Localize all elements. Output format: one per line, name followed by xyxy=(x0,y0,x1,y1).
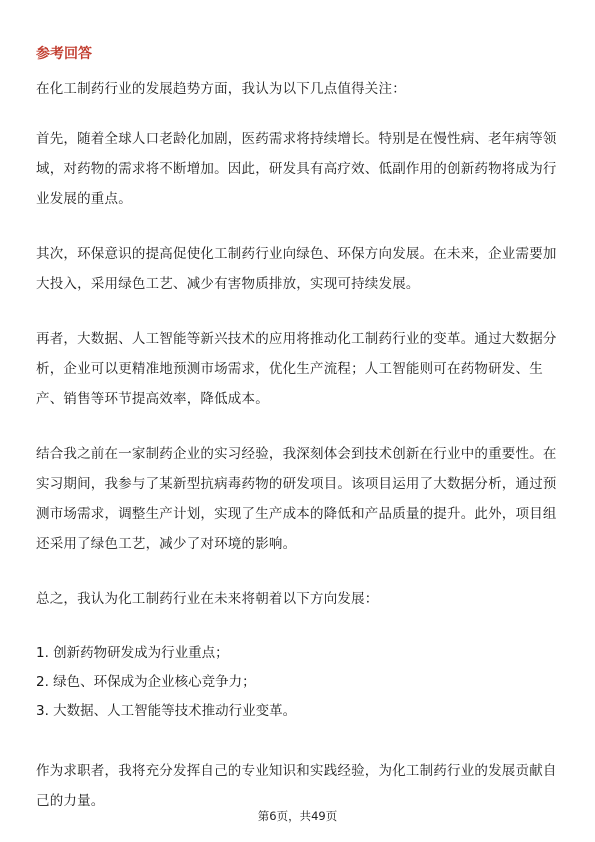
paragraph-experience: 结合我之前在一家制药企业的实习经验，我深刻体会到技术创新在行业中的重要性。在实习期间，我参与了某新型抗病毒药物的研发项目。该项目运用了大数据分析，通过预测市场需求，调整生产计划，实现了生产成本的降低和产品质量的提升。此外，项目组还采用了绿色工艺，减少了对环境的影响。 xyxy=(36,446,557,552)
trend-list xyxy=(36,639,566,726)
paragraph-second: 其次，环保意识的提高促使化工制药行业向绿色、环保方向发展。在未来，企业需要加大投入，采用绿色工艺、减少有害物质排放，实现可持续发展。 xyxy=(36,246,557,292)
list-item: 2. 绿色、环保成为企业核心竞争力； xyxy=(36,674,256,690)
list-item: 3. 大数据、人工智能等技术推动行业变革。 xyxy=(36,703,297,719)
paragraph-summary: 总之，我认为化工制药行业在未来将朝着以下方向发展： xyxy=(36,591,379,607)
list-item: 1. 创新药物研发成为行业重点； xyxy=(36,645,229,661)
document-page xyxy=(36,44,566,841)
closing-paragraph: 作为求职者，我将充分发挥自己的专业知识和实践经验，为化工制药行业的发展贡献自己的力量。 xyxy=(36,763,557,809)
paragraph-third: 再者，大数据、人工智能等新兴技术的应用将推动化工制药行业的变革。通过大数据分析，企业可以更精准地预测市场需求，优化生产流程；人工智能则可在药物研发、生产、销售等环节提高效率，降低成本。 xyxy=(36,331,557,407)
answer-heading: 参考回答 xyxy=(36,46,92,62)
page-number-footer: 第6页，共49页 xyxy=(257,809,338,823)
paragraph-first: 首先，随着全球人口老龄化加剧，医药需求将持续增长。特别是在慢性病、老年病等领域，对药物的需求将不断增加。因此，研发具有高疗效、低副作用的创新药物将成为行业发展的重点。 xyxy=(36,131,557,207)
intro-paragraph: 在化工制药行业的发展趋势方面，我认为以下几点值得关注： xyxy=(36,81,406,97)
